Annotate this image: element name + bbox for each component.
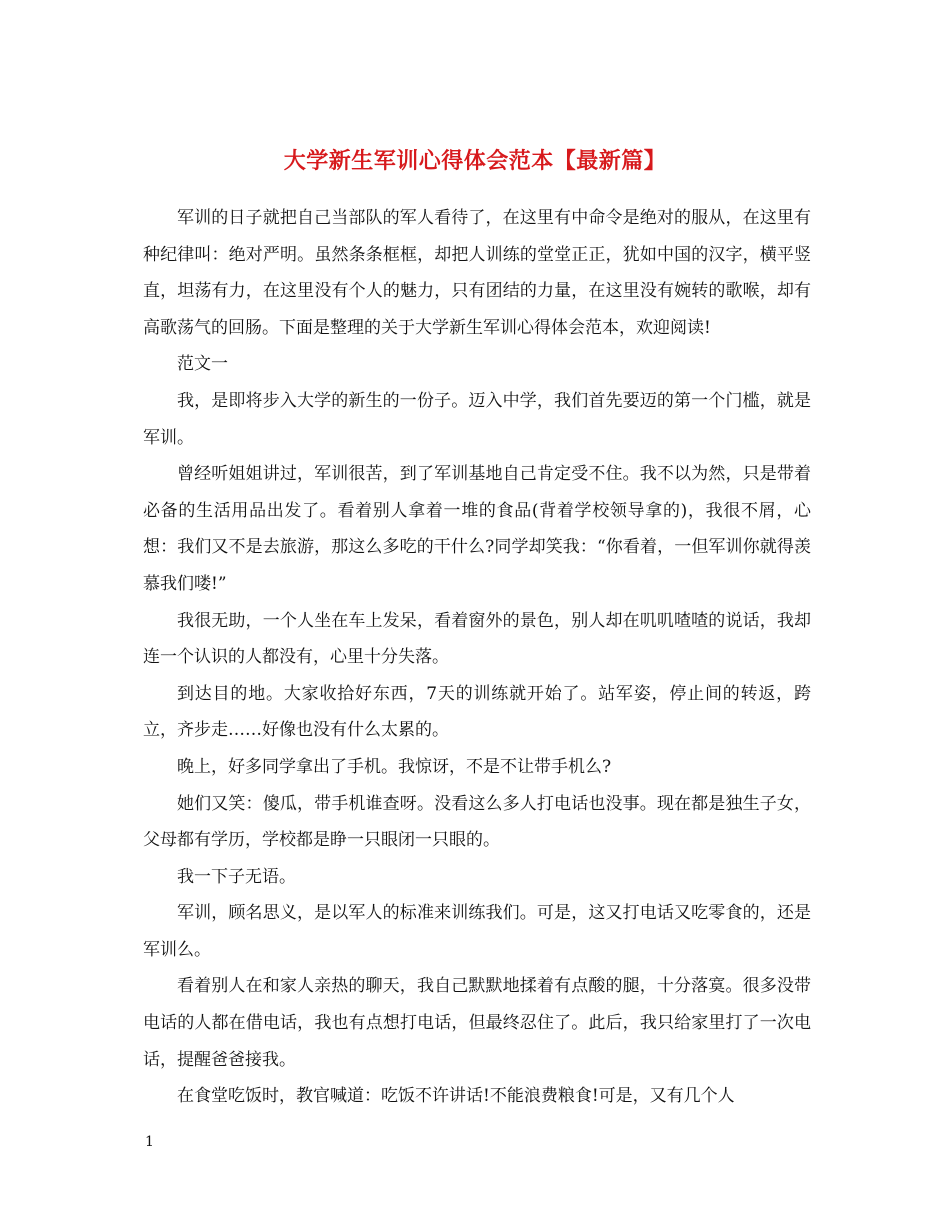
paragraph: 我，是即将步入大学的新生的一份子。迈入中学，我们首先要迈的第一个门槛，就是军训。 [143, 390, 811, 448]
paragraph: 曾经听姐姐讲过，军训很苦，到了军训基地自己肯定受不住。我不以为然，只是带着必备的生活用品出发了。看着别人拿着一堆的食品(背着学校领导拿的)，我很不屑，心想：我们又不是去旅游，那这么多吃的干什么?同学却笑我：“你看着，一但军训你就得羡慕我们喽!” [143, 464, 811, 594]
paragraph-sample-heading: 范文一 [177, 354, 228, 375]
paragraph: 军训，顾名思义，是以军人的标准来训练我们。可是，这又打电话又吃零食的，还是军训么。 [143, 903, 811, 960]
document-title: 大学新生军训心得体会范本【最新篇】 [283, 147, 667, 174]
document-body [143, 200, 811, 1115]
paragraph-intro: 军训的日子就把自己当部队的军人看待了，在这里有中命令是绝对的服从，在这里有种纪律叫：绝对严明。虽然条条框框，却把人训练的堂堂正正，犹如中国的汉字，横平竖直，坦荡有力，在这里没有个人的魅力，只有团结的力量，在这里没有婉转的歌喉，却有高歌荡气的回肠。下面是整理的关于大学新生军训心得体会范本，欢迎阅读! [143, 208, 811, 338]
paragraph: 在食堂吃饭时，教官喊道：吃饭不许讲话!不能浪费粮食!可是，又有几个人 [177, 1086, 735, 1107]
page-number: 1 [145, 1134, 154, 1150]
paragraph: 我很无助，一个人坐在车上发呆，看着窗外的景色，别人却在叽叽喳喳的说话，我却连一个认识的人都没有，心里十分失落。 [143, 610, 811, 668]
paragraph: 晚上，好多同学拿出了手机。我惊讶，不是不让带手机么? [177, 756, 612, 777]
paragraph: 她们又笑：傻瓜，带手机谁查呀。没看这么多人打电话也没事。现在都是独生子女，父母都有学历，学校都是睁一只眼闭一只眼的。 [143, 793, 811, 851]
paragraph: 我一下子无语。 [177, 866, 296, 887]
paragraph: 到达目的地。大家收拾好东西，7天的训练就开始了。站军姿，停止间的转返，跨立，齐步走……好像也没有什么太累的。 [143, 683, 811, 741]
paragraph: 看着别人在和家人亲热的聊天，我自己默默地揉着有点酸的腿，十分落寞。很多没带电话的人都在借电话，我也有点想打电话，但最终忍住了。此后，我只给家里打了一次电话，提醒爸爸接我。 [143, 976, 811, 1070]
